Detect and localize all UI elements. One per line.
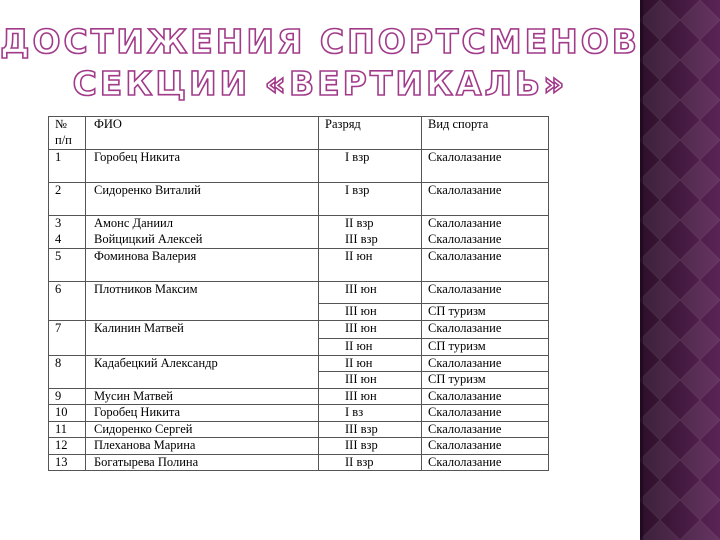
cell-name: Сидоренко Сергей: [86, 421, 319, 438]
header-num: № п/п: [49, 117, 86, 150]
athletes-table: [48, 116, 549, 471]
table-row: [49, 249, 549, 282]
cell-rank: I взр: [319, 183, 422, 216]
cell-name: Горобец Никита: [86, 150, 319, 183]
cell-num: 9: [49, 388, 86, 405]
cell-sport: СП туризм: [422, 338, 549, 355]
cell-rank: II юн: [319, 249, 422, 282]
cell-name: Мусин Матвей: [86, 388, 319, 405]
title-line-2: СЕКЦИИ «ВЕРТИКАЛЬ»: [72, 64, 568, 103]
cell-sport: Скалолазание: [422, 355, 549, 372]
cell-rank: III юн: [319, 372, 422, 389]
cell-num: 1: [49, 150, 86, 183]
cell-rank: III взр: [319, 438, 422, 455]
cell-rank: I взр: [319, 150, 422, 183]
title-line-1: ДОСТИЖЕНИЯ СПОРТСМЕНОВ: [0, 22, 640, 61]
cell-num-4: 4: [55, 231, 62, 246]
cell-rank: III юн: [319, 388, 422, 405]
cell-num: 12: [49, 438, 86, 455]
cell-rank: III юн: [319, 320, 422, 338]
cell-name: Калинин Матвей: [86, 320, 319, 355]
cell-num: 11: [49, 421, 86, 438]
table-row: [49, 355, 549, 372]
table-row: [49, 421, 549, 438]
cell-num-3: 3: [55, 216, 62, 230]
cell-sport: Скалолазание: [422, 150, 549, 183]
table-row: [49, 438, 549, 455]
cell-rank: II юн: [319, 338, 422, 355]
cell-sport: Скалолазание: [422, 388, 549, 405]
cell-num: 6: [49, 282, 86, 321]
cell-num: 7: [49, 320, 86, 355]
cell-num: 5: [49, 249, 86, 282]
cell-num: 2: [49, 183, 86, 216]
cell-name: Богатырева Полина: [86, 454, 319, 471]
cell-name: Горобец Никита: [86, 405, 319, 422]
cell-sport: Скалолазание: [422, 282, 549, 304]
table-row: [49, 183, 549, 216]
table-row: [49, 405, 549, 422]
cell-num: 8: [49, 355, 86, 388]
cell-rank-3: II взр: [345, 216, 374, 230]
cell-sport-4: Скалолазание: [428, 231, 502, 246]
table-row: [49, 282, 549, 304]
cell-rank: III юн: [319, 304, 422, 321]
cell-sport: СП туризм: [422, 304, 549, 321]
table-row: [49, 454, 549, 471]
header-sport: Вид спорта: [422, 117, 549, 150]
cell-rank: II взр: [319, 454, 422, 471]
header-rank: Разряд: [319, 117, 422, 150]
cell-rank: I вз: [319, 405, 422, 422]
cell-rank-4: III взр: [345, 231, 378, 246]
cell-sport-3: Скалолазание: [428, 216, 502, 230]
table-row: [49, 150, 549, 183]
cell-sport: Скалолазание: [422, 421, 549, 438]
cell-rank: [319, 216, 422, 249]
table-row: [49, 320, 549, 338]
cell-rank: III взр: [319, 421, 422, 438]
diamond-pattern-icon: [640, 0, 720, 540]
cell-name-3: Амонс Даниил: [94, 216, 173, 230]
cell-name: Сидоренко Виталий: [86, 183, 319, 216]
cell-name: Кадабецкий Александр: [86, 355, 319, 388]
cell-name: [86, 216, 319, 249]
cell-num: 10: [49, 405, 86, 422]
cell-num: [49, 216, 86, 249]
cell-sport: Скалолазание: [422, 405, 549, 422]
cell-rank: III юн: [319, 282, 422, 304]
cell-name-4: Войцицкий Алексей: [94, 231, 203, 246]
decorative-diamond-pattern-bar: [640, 0, 720, 540]
table-row: [49, 388, 549, 405]
cell-sport: [422, 216, 549, 249]
table-row: [49, 216, 549, 249]
cell-sport: Скалолазание: [422, 183, 549, 216]
cell-name: Плеханова Марина: [86, 438, 319, 455]
cell-sport: Скалолазание: [422, 438, 549, 455]
cell-rank: II юн: [319, 355, 422, 372]
cell-sport: СП туризм: [422, 372, 549, 389]
cell-name: Плотников Максим: [86, 282, 319, 321]
header-name: ФИО: [86, 117, 319, 150]
cell-sport: Скалолазание: [422, 320, 549, 338]
cell-sport: Скалолазание: [422, 249, 549, 282]
cell-num: 13: [49, 454, 86, 471]
table-header-row: [49, 117, 549, 150]
cell-name: Фоминова Валерия: [86, 249, 319, 282]
cell-sport: Скалолазание: [422, 454, 549, 471]
